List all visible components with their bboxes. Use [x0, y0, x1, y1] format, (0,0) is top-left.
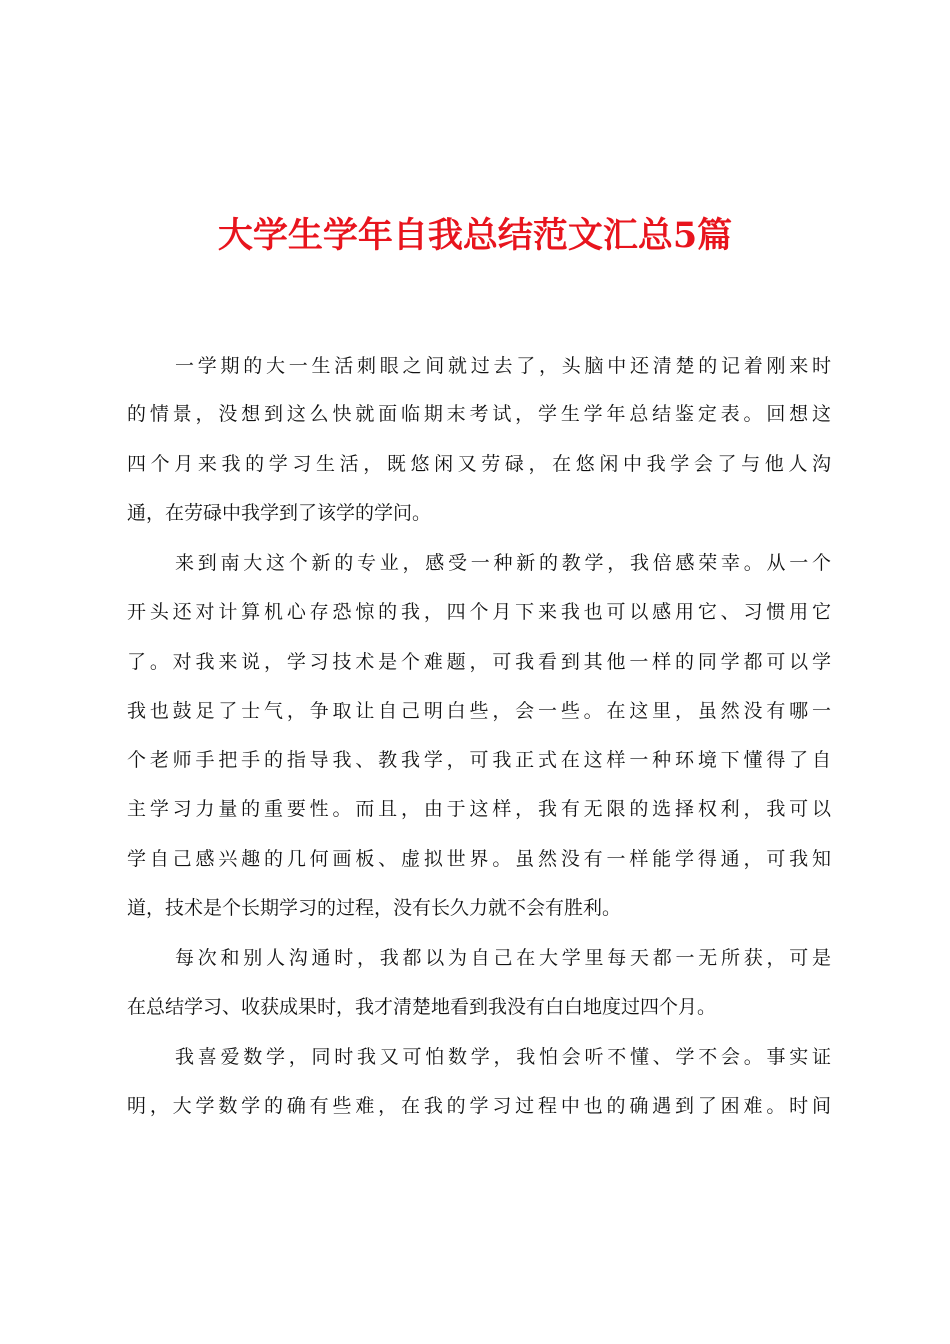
text-line: 开头还对计算机心存恐惊的我，四个月下来我也可以感用它、习惯用它: [127, 601, 831, 623]
text-line: 了。对我来说，学习技术是个难题，可我看到其他一样的同学都可以学: [127, 651, 831, 673]
text-line: 我喜爱数学，同时我又可怕数学，我怕会听不懂、学不会。事实证: [175, 1046, 831, 1068]
text-line: 每次和别人沟通时，我都以为自己在大学里每天都一无所获，可是: [175, 947, 831, 969]
text-line: 学自己感兴趣的几何画板、虚拟世界。虽然没有一样能学得通，可我知: [127, 848, 831, 870]
page-title: 大学生学年自我总结范文汇总5篇: [217, 215, 733, 256]
text-line: 来到南大这个新的专业，感受一种新的教学，我倍感荣幸。从一个: [175, 552, 831, 574]
text-line: 通，在劳碌中我学到了该学的学问。: [127, 502, 432, 524]
text-line: 在总结学习、收获成果时，我才清楚地看到我没有白白地度过四个月。: [127, 996, 717, 1018]
text-line: 我也鼓足了士气，争取让自己明白些，会一些。在这里，虽然没有哪一: [127, 700, 831, 722]
text-line: 明，大学数学的确有些难，在我的学习过程中也的确遇到了困难。时间: [127, 1095, 831, 1117]
text-line: 个老师手把手的指导我、教我学，可我正式在这样一种环境下懂得了自: [127, 749, 831, 771]
text-line: 主学习力量的重要性。而且，由于这样，我有无限的选择权利，我可以: [127, 798, 831, 820]
text-line: 一学期的大一生活刺眼之间就过去了，头脑中还清楚的记着刚来时: [175, 355, 831, 377]
text-line: 道，技术是个长期学习的过程，没有长久力就不会有胜利。: [127, 897, 622, 919]
text-line: 的情景，没想到这么快就面临期末考试，学生学年总结鉴定表。回想这: [127, 403, 831, 425]
text-line: 四个月来我的学习生活，既悠闲又劳碌，在悠闲中我学会了与他人沟: [127, 453, 831, 475]
